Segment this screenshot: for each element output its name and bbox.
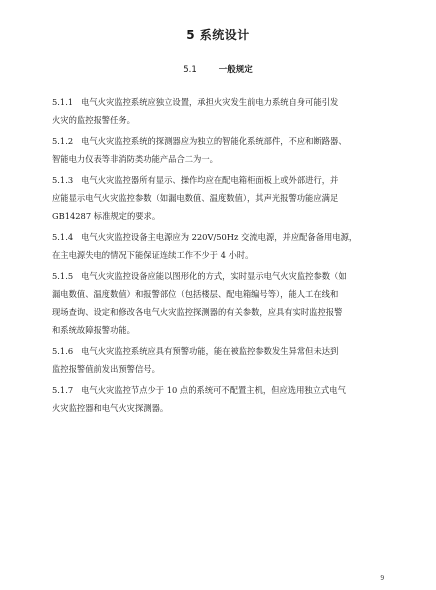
clause-line xyxy=(52,285,388,303)
clause-5-1-1 xyxy=(52,93,388,129)
clause-line xyxy=(52,93,388,111)
clause-line xyxy=(52,342,388,360)
clause-text: GB14287 标准规定的要求。 xyxy=(52,211,161,221)
chapter-title: 5 系统设计 xyxy=(186,28,250,42)
clause-number: 5.1.5 xyxy=(52,271,74,281)
clause-text: 电气火灾监控系统的探测器应为独立的智能化系统部件，不应和断路器、 xyxy=(81,136,347,146)
clause-number: 5.1.3 xyxy=(52,175,74,185)
clause-line xyxy=(52,132,388,150)
clause-text: 和系统故障报警功能。 xyxy=(52,325,135,335)
clause-line xyxy=(52,321,388,339)
clause-line xyxy=(52,246,388,264)
clause-5-1-6 xyxy=(52,342,388,378)
clause-5-1-4 xyxy=(52,228,388,264)
clause-text: 电气火灾监控系统应具有预警功能，能在被监控参数发生异常但未达到 xyxy=(81,346,339,356)
clause-line xyxy=(52,111,388,129)
clause-line xyxy=(52,150,388,168)
clause-text: 智能电力仪表等非消防类功能产品合二为一。 xyxy=(52,154,218,164)
clause-text: 应能显示电气火灾监控参数（如漏电数值、温度数值），其声光报警功能应满足 xyxy=(52,193,339,203)
clause-text: 电气火灾监控设备应能以图形化的方式，实时显示电气火灾监控参数（如 xyxy=(81,271,347,281)
page-number: 9 xyxy=(380,574,384,582)
clause-number: 5.1.7 xyxy=(52,385,74,395)
clause-text: 火灾的监控报警任务。 xyxy=(52,115,135,125)
clause-text: 电气火灾监控节点少于 10 点的系统可不配置主机，但应选用独立式电气 xyxy=(81,385,346,395)
clause-line xyxy=(52,267,388,285)
clause-number: 5.1.4 xyxy=(52,232,74,242)
clause-5-1-7 xyxy=(52,381,388,417)
clause-number: 5.1.2 xyxy=(52,136,74,146)
clause-number: 5.1.1 xyxy=(52,97,74,107)
clause-5-1-3 xyxy=(52,171,388,225)
clause-text: 电气火灾监控系统应独立设置，承担火灾发生前电力系统自身可能引发 xyxy=(81,97,339,107)
clause-line xyxy=(52,303,388,321)
section-title: 一般规定 xyxy=(218,65,253,75)
clause-line xyxy=(52,207,388,225)
clause-line xyxy=(52,399,388,417)
clause-text: 电气火灾监控设备主电源应为 220V/50Hz 交流电源，并应配备备用电源， xyxy=(81,232,358,242)
clause-text: 现场查询、设定和修改各电气火灾监控探测器的有关参数，应具有实时监控报警 xyxy=(52,307,343,317)
clause-list xyxy=(52,93,388,420)
clause-text: 电气火灾监控器所有显示、操作均应在配电箱柜面板上或外部进行，并 xyxy=(81,175,339,185)
clause-text: 漏电数值、温度数值）和报警部位（包括楼层、配电箱编号等），能人工在线和 xyxy=(52,289,339,299)
clause-line xyxy=(52,171,388,189)
clause-line xyxy=(52,360,388,378)
section-number: 5.1 xyxy=(183,65,197,75)
clause-5-1-2 xyxy=(52,132,388,168)
clause-line xyxy=(52,381,388,399)
clause-text: 火灾监控器和电气火灾探测器。 xyxy=(52,403,169,413)
clause-number: 5.1.6 xyxy=(52,346,74,356)
clause-line xyxy=(52,228,388,246)
clause-text: 在主电源失电的情况下能保证连续工作不少于 4 小时。 xyxy=(52,250,254,260)
clause-5-1-5 xyxy=(52,267,388,339)
section-heading xyxy=(0,63,436,75)
clause-text: 监控报警值前发出预警信号。 xyxy=(52,364,160,374)
clause-line xyxy=(52,189,388,207)
